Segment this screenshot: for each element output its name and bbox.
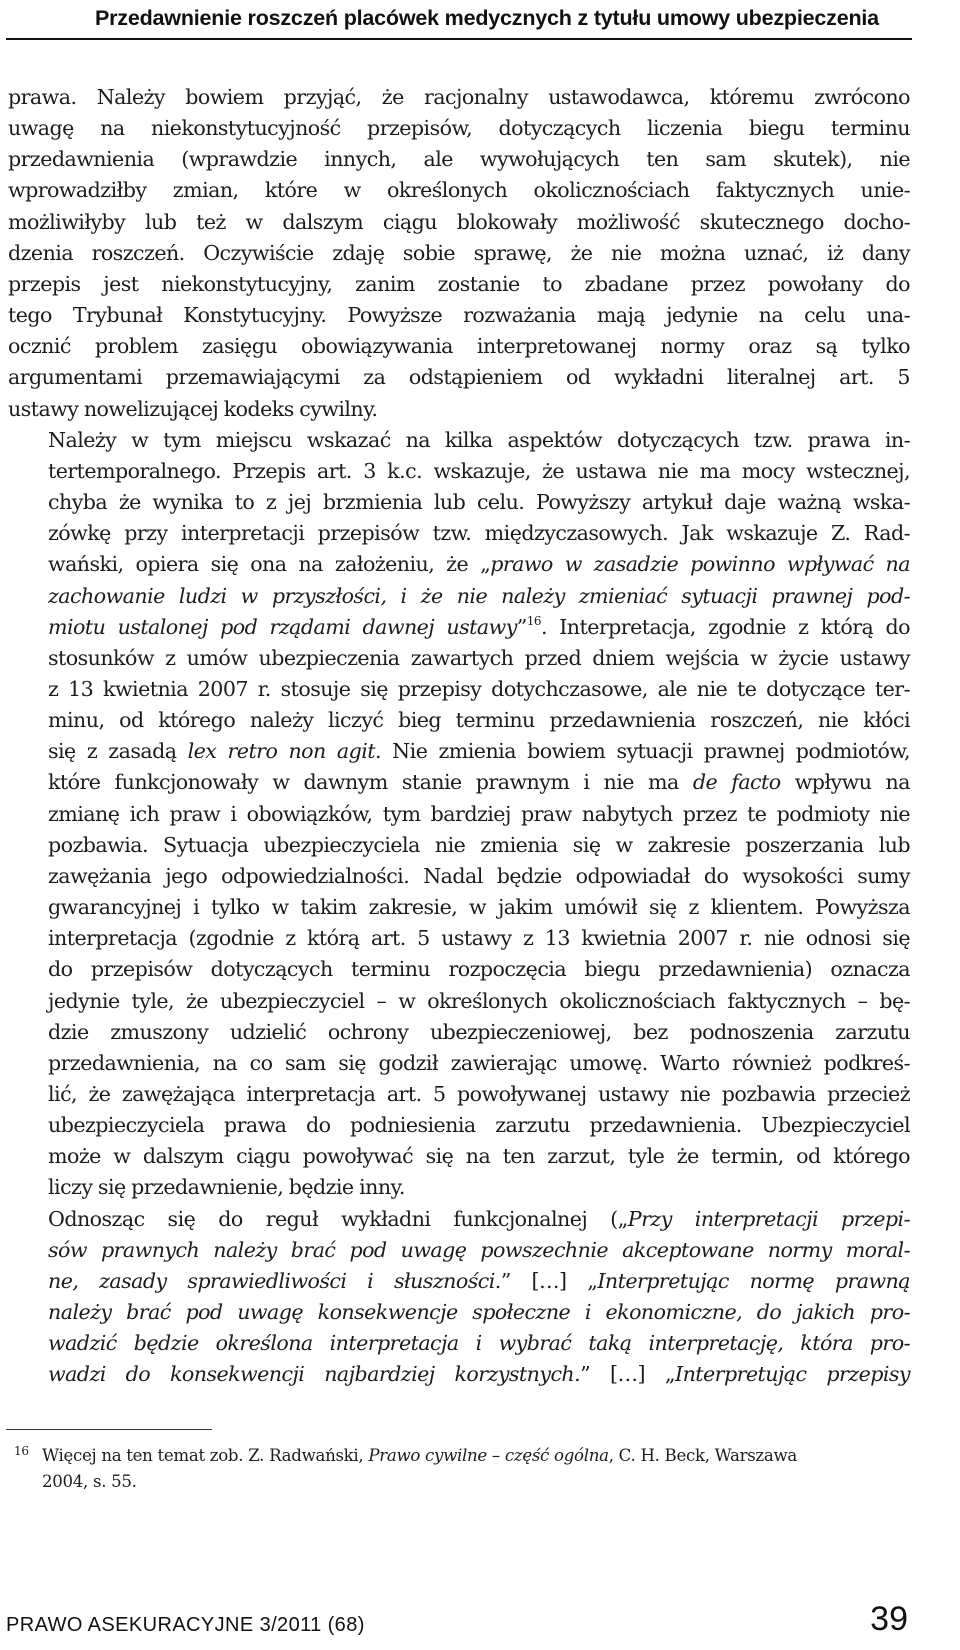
running-title: Przedawnienie roszczeń placówek medycznych z tytułu umowy ubezpieczenia [95, 6, 879, 30]
text-line: należy brać pod uwagę konsekwencje społeczne i ekonomiczne, do jakich pro- [48, 1300, 910, 1325]
text-line: miotu ustalonej pod rządami dawnej ustawy”$^{16}$. Interpretacja, zgodnie z którą do [48, 613, 910, 639]
text-line: argumentami przemawiającymi za odstąpieniem od wykładni literalnej art. 5 [8, 365, 910, 390]
text-line: dzie zmuszony udzielić ochrony ubezpieczeniowej, bez podnoszenia zarzutu [48, 1019, 910, 1044]
text-line: przedawnienia, na co sam się godził zawierając umowę. Warto również podkreś- [48, 1050, 910, 1075]
text-line: możliwiłyby lub też w dalszym ciągu blokowały możliwość skutecznego docho- [8, 209, 910, 234]
text-line: ne, zasady sprawiedliwości i słuszności.” […] „Interpretując normę prawną [48, 1268, 910, 1293]
text-line: zówkę przy interpretacji przepisów tzw. międzyczasowych. Jak wskazuje Z. Rad- [48, 521, 910, 546]
text-line: Należy w tym miejscu wskazać na kilka aspektów dotyczących tzw. prawa in- [48, 427, 910, 452]
paragraph-2 [8, 425, 910, 1204]
text-line: sów prawnych należy brać pod uwagę powszechnie akceptowane normy moral- [48, 1237, 910, 1262]
text-line: zawężania jego odpowiedzialności. Nadal będzie odpowiadał do wysokości sumy [48, 863, 910, 888]
text-line: liczy się przedawnienie, będzie inny. [48, 1175, 405, 1200]
text-line: wański, opiera się ona na założeniu, że „prawo w zasadzie powinno wpływać na [48, 552, 911, 577]
text-line: uwagę na niekonstytucyjność przepisów, dotyczących liczenia biegu terminu [8, 116, 910, 141]
text-line: które funkcjonowały w dawnym stanie prawnym i nie ma de facto wpływu na [48, 770, 910, 795]
page-number: 39 [870, 1600, 908, 1638]
text-line: przedawnienia (wprawdzie innych, ale wywołujących ten sam skutek), nie [8, 147, 910, 172]
main-text [8, 82, 910, 1391]
text-line: minu, od którego należy liczyć bieg terminu przedawnienia roszczeń, nie kłóci [48, 708, 910, 733]
text-line: ustawy nowelizującej kodeks cywilny. [8, 396, 378, 421]
text-line: wadzi do konsekwencji najbardziej korzystnych.” […] „Interpretując przepisy [48, 1362, 910, 1387]
text-line: zachowanie ludzi w przyszłości, i że nie należy zmieniać sytuacji prawnej pod- [48, 583, 910, 608]
footnote-separator [6, 1429, 212, 1430]
paragraph-1 [8, 82, 910, 425]
text-line: wadzić będzie określona interpretacja i wybrać taką interpretację, która pro- [48, 1331, 910, 1356]
page-header [0, 0, 960, 44]
header-rule [6, 38, 912, 40]
text-line: pozbawia. Sytuacja ubezpieczyciela nie zmienia się w zakresie poszerzania lub [48, 832, 910, 857]
footnote-number: 16 [14, 1444, 29, 1458]
text-line: do przepisów dotyczących terminu rozpoczęcia biegu przedawnienia) oznacza [48, 957, 910, 982]
paragraph-3 [8, 1204, 910, 1391]
text-line: przepis jest niekonstytucyjny, zanim zostanie to zbadane przez powołany do [8, 271, 910, 296]
text-line: zmianę ich praw i obowiązków, tym bardziej praw nabytych przez te podmioty nie [48, 801, 910, 826]
journal-name: PRAWO ASEKURACYJNE 3/2011 (68) [6, 1614, 365, 1636]
text-line: stosunków z umów ubezpieczenia zawartych przed dniem wejścia w życie ustawy [48, 645, 910, 670]
text-line: tertemporalnego. Przepis art. 3 k.c. wskazuje, że ustawa nie ma mocy wstecznej, [48, 458, 910, 483]
text-line: Odnosząc się do reguł wykładni funkcjonalnej („Przy interpretacji przepi- [48, 1206, 910, 1231]
text-line: tego Trybunał Konstytucyjny. Powyższe rozważania mają jedynie na celu una- [8, 303, 910, 328]
footnote-line: 2004, s. 55. [42, 1472, 137, 1491]
text-line: może w dalszym ciągu powoływać się na ten zarzut, tyle że termin, od którego [48, 1144, 910, 1169]
text-line: jedynie tyle, że ubezpieczyciel – w określonych okolicznościach faktycznych – bę- [48, 988, 910, 1013]
text-line: wprowadziłby zmian, które w określonych okolicznościach faktycznych unie- [8, 178, 910, 203]
text-line: dzenia roszczeń. Oczywiście zdaję sobie sprawę, że nie można uznać, iż dany [8, 240, 910, 265]
text-line: ocznić problem zasięgu obowiązywania interpretowanej normy oraz są tylko [8, 334, 910, 359]
text-line: chyba że wynika to z jej brzmienia lub celu. Powyższy artykuł daje ważną wska- [48, 490, 910, 515]
text-line: się z zasadą lex retro non agit. Nie zmienia bowiem sytuacji prawnej podmiotów, [48, 739, 910, 764]
text-line: lić, że zawężająca interpretacja art. 5 powoływanej ustawy nie pozbawia przecież [48, 1082, 910, 1106]
text-line: ubezpieczyciela prawa do podniesienia zarzutu przedawnienia. Ubezpieczyciel [48, 1113, 910, 1138]
footnote [8, 1443, 910, 1495]
text-line: interpretacja (zgodnie z którą art. 5 ustawy z 13 kwietnia 2007 r. nie odnosi się [48, 926, 910, 951]
text-line: prawa. Należy bowiem przyjąć, że racjonalny ustawodawca, któremu zwrócono [8, 85, 910, 109]
footnote-line: Więcej na ten temat zob. Z. Radwański, Prawo cywilne – część ogólna, C. H. Beck, Warszawa [42, 1446, 797, 1465]
text-line: z 13 kwietnia 2007 r. stosuje się przepisy dotychczasowe, ale nie te dotyczące ter- [48, 676, 910, 701]
page-footer [0, 1590, 960, 1650]
text-line: gwarancyjnej i tylko w takim zakresie, w jakim umówił się z klientem. Powyższa [48, 895, 910, 920]
